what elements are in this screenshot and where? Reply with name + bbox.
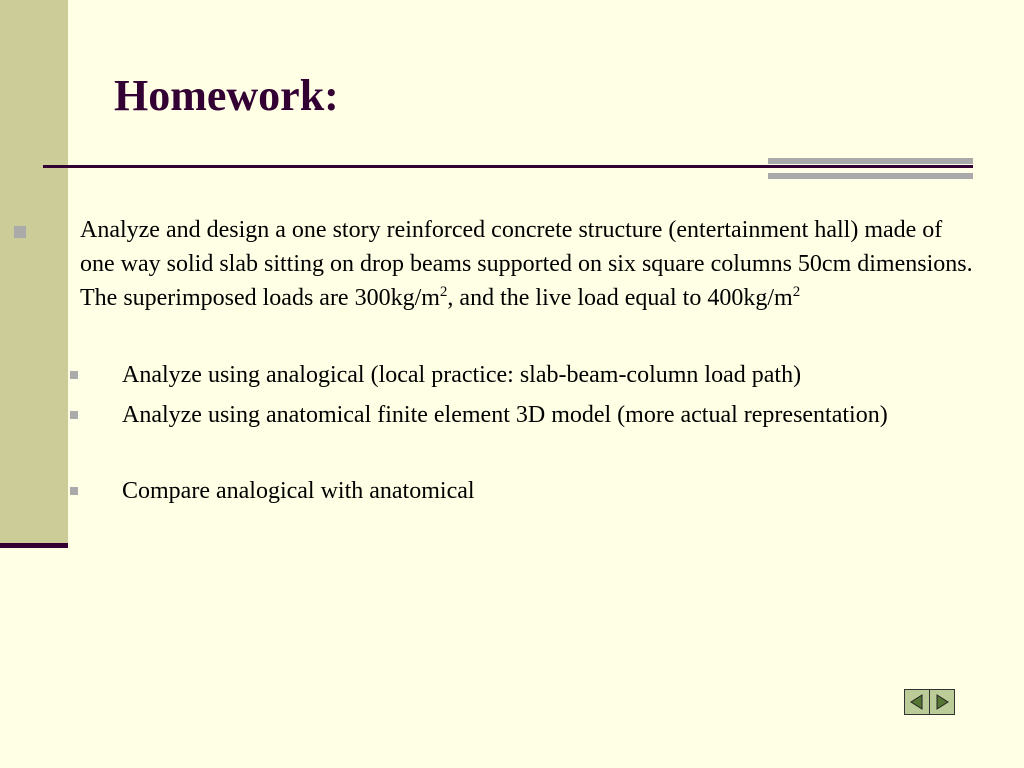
triangle-right-icon [934,694,950,710]
sub-bullet-square-icon [70,371,78,379]
bullet-square-icon [14,226,26,238]
sub-bullet-text: Compare analogical with anatomical [122,478,475,504]
title-accent-bars [768,158,973,179]
next-slide-button[interactable] [930,689,955,715]
slide-title: Homework: [114,71,339,120]
main-bullet-text: Analyze and design a one story reinforced concrete structure (entertainment hall) made of one way solid slab sitting on drop beams supported on six square columns 50cm dimensions. The superimposed loads are $300kg/m^2$, and the live load equal to $400kg/m^2$ [80,217,973,311]
slide-navigation [904,689,956,717]
previous-slide-button[interactable] [904,689,930,715]
sub-bullet-square-icon [70,411,78,419]
sub-bullet-text: Analyze using analogical (local practice: slab-beam-column load path) [122,362,802,388]
sub-bullet-text: Analyze using anatomical finite element 3D model (more actual representation) [122,402,888,428]
left-band-underline [0,543,68,548]
triangle-left-icon [909,694,925,710]
left-decorative-band [0,0,68,548]
sub-bullet-square-icon [70,487,78,495]
